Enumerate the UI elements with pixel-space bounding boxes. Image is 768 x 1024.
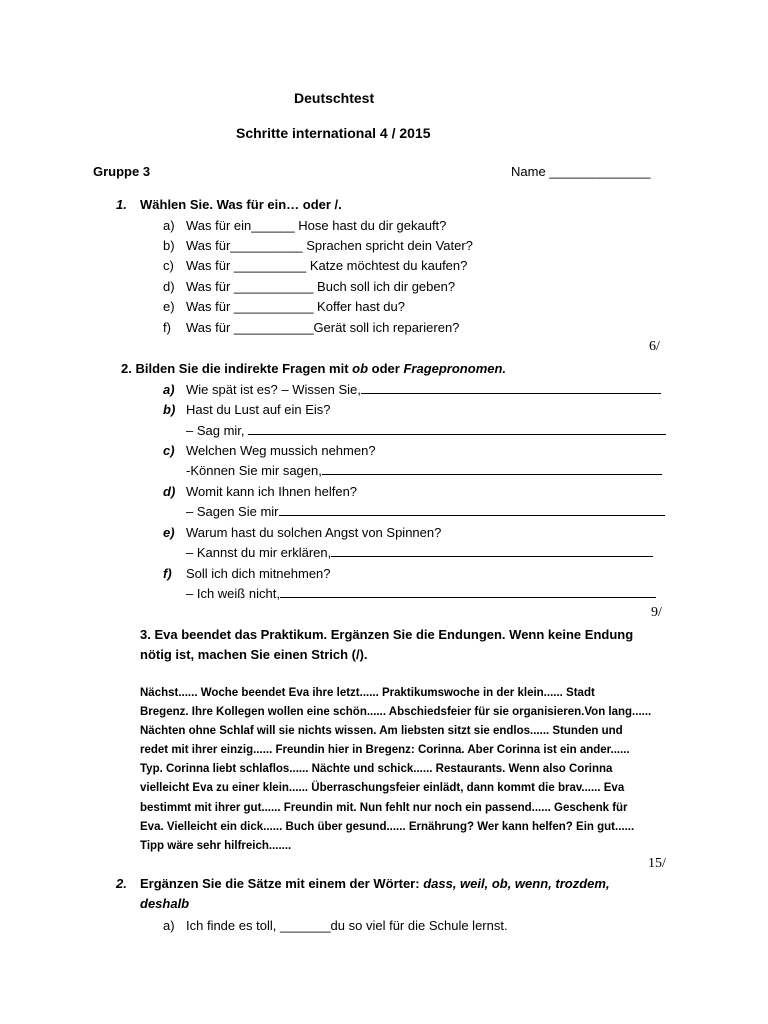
answer-line[interactable] — [248, 423, 666, 435]
task2-item-letter: f) — [163, 566, 172, 581]
task4-title-prefix: Ergänzen Sie die Sätze mit einem der Wörter: — [140, 876, 424, 891]
answer-line[interactable] — [322, 463, 662, 475]
task2-answer-prefix: – Kannst du mir erklären, — [186, 545, 332, 560]
task1-item-text[interactable]: Was für__________ Sprachen spricht dein Vater? — [186, 238, 473, 253]
paragraph-line: Eva. Vielleicht ein dick...... Buch über gesund...... Ernährung? Wer kann helfen? Ein gut...... — [140, 820, 635, 833]
task3-score: 15/ — [648, 856, 666, 871]
task2-question-text: Welchen Weg mussich nehmen? — [186, 443, 376, 458]
name-field[interactable]: Name ______________ — [511, 164, 651, 179]
task2-question-text: Warum hast du solchen Angst von Spinnen? — [186, 525, 442, 540]
task1-item-text[interactable]: Was für ein______ Hose hast du dir gekauft? — [186, 218, 447, 233]
task3-paragraph — [140, 684, 670, 856]
task2-answer — [186, 545, 653, 560]
group-label: Gruppe 3 — [93, 164, 151, 179]
task2-title — [121, 361, 506, 376]
task1-item-letter: a) — [163, 218, 175, 233]
task2-item-question — [186, 382, 661, 397]
page-subtitle: Schritte international 4 / 2015 — [236, 125, 431, 141]
page-title: Deutschtest — [294, 90, 375, 106]
task1-item-text[interactable]: Was für ___________Gerät soll ich reparieren? — [186, 320, 460, 335]
task4-number: 2. — [116, 876, 127, 891]
task2-title-fragepronomen: Fragepronomen. — [403, 361, 507, 376]
task1-item-letter: e) — [163, 299, 175, 314]
task1-item-letter: f) — [163, 320, 171, 335]
task4-title-words: dass, weil, ob, wenn, trozdem, — [423, 876, 610, 891]
answer-line[interactable] — [280, 586, 656, 598]
task2-question-text: Soll ich dich mitnehmen? — [186, 566, 331, 581]
paragraph-line: bestimmt mit ihrer gut...... Freundin mit. Nun fehlt nur noch ein passend...... Geschenk für — [140, 801, 628, 814]
task2-answer — [186, 504, 665, 519]
task1-item-letter: c) — [163, 258, 174, 273]
task2-answer — [186, 586, 656, 601]
paragraph-line: redet mit ihrer einzig...... Freundin hier in Bregenz: Corinna. Aber Corinna ist ein ander...... — [140, 744, 630, 757]
task2-item-letter: e) — [163, 525, 175, 540]
task2-title-ob: ob — [352, 361, 369, 376]
task2-item-letter: d) — [163, 484, 176, 499]
task4-item-text[interactable]: Ich finde es toll, _______du so viel für die Schule lernst. — [186, 918, 508, 933]
task2-answer — [186, 423, 666, 438]
task2-item-letter: b) — [163, 402, 176, 417]
paragraph-line: Tipp wäre sehr hilfreich....... — [140, 839, 292, 852]
task2-title-prefix: 2. Bilden Sie die indirekte Fragen mit — [121, 361, 353, 376]
task1-item-letter: d) — [163, 279, 175, 294]
task2-answer-prefix: – Sag mir, — [186, 423, 245, 438]
answer-line[interactable] — [361, 382, 661, 394]
answer-line[interactable] — [279, 504, 665, 516]
task2-title-middle: oder — [368, 361, 404, 376]
task2-answer-prefix: – Ich weiß nicht, — [186, 586, 280, 601]
task4-title — [140, 876, 610, 891]
task1-title: Wählen Sie. Was für ein… oder /. — [140, 197, 342, 212]
task4-item-letter: a) — [163, 918, 175, 933]
task3-title-line1: 3. Eva beendet das Praktikum. Ergänzen Sie die Endungen. Wenn keine Endung — [140, 627, 634, 642]
task1-number: 1. — [116, 197, 127, 212]
task2-answer-prefix: – Sagen Sie mir — [186, 504, 279, 519]
task2-score: 9/ — [651, 605, 662, 620]
task1-score: 6/ — [649, 339, 660, 354]
task1-item-text[interactable]: Was für ___________ Buch soll ich dir geben? — [186, 279, 456, 294]
task4-title-words2: deshalb — [140, 896, 190, 911]
paragraph-line: Nächst...... Woche beendet Eva ihre letzt...... Praktikumswoche in der klein...... Stadt — [140, 687, 595, 699]
task1-item-letter: b) — [163, 238, 175, 253]
task2-question-text: Wie spät ist es? – Wissen Sie, — [186, 382, 361, 397]
task2-answer — [186, 463, 662, 478]
task2-answer-prefix: -Können Sie mir sagen, — [186, 463, 322, 478]
task3-title-line2: nötig ist, machen Sie einen Strich (/). — [140, 647, 368, 662]
task1-item-text[interactable]: Was für __________ Katze möchtest du kaufen? — [186, 258, 468, 273]
paragraph-line: Typ. Corinna liebt schlaflos...... Nächte und schick...... Restaurants. Wenn also Corinna — [140, 763, 613, 776]
answer-line[interactable] — [331, 545, 653, 557]
task1-item-text[interactable]: Was für ___________ Koffer hast du? — [186, 299, 405, 314]
task2-item-letter: c) — [163, 443, 175, 458]
task2-question-text: Hast du Lust auf ein Eis? — [186, 402, 331, 417]
paragraph-line: Nächten ohne Schlaf will sie nichts wissen. Am liebsten sitzt sie endlos...... Stunden und — [140, 725, 623, 738]
task2-item-letter: a) — [163, 382, 175, 397]
paragraph-line: Bregenz. Ihre Kollegen wollen eine schön...... Abschiedsfeier für sie organisieren.Von lang...... — [140, 706, 652, 719]
task2-question-text: Womit kann ich Ihnen helfen? — [186, 484, 358, 499]
paragraph-line: vielleicht Eva zu einer klein...... Überraschungsfeier einlädt, dann kommt die brav...... Eva — [140, 782, 625, 795]
